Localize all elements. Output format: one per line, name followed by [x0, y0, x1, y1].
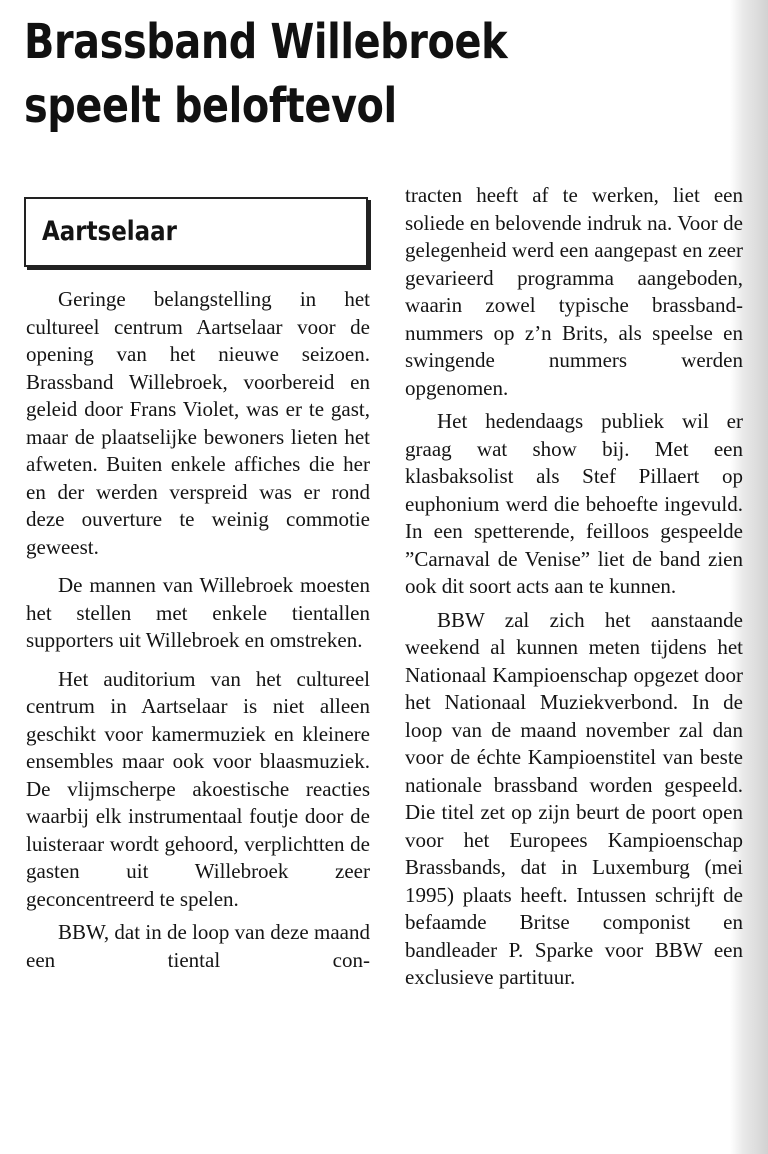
headline-line-2: speelt beloftevol [24, 78, 397, 134]
headline-line-1: Brassband Willebroek [24, 14, 508, 70]
article-paragraph-2: De mannen van Willebroek moesten het stellen met enkele tientallen supporters uit Willebroek en omstreken. [26, 573, 370, 652]
article-headline [24, 10, 507, 138]
article-column-right [405, 182, 743, 992]
dateline-box [24, 197, 368, 267]
article-paragraph-4-continued: tracten heeft af te werken, liet een soliede en belovende indruk na. Voor de gelegenheid werd een aangepast en zeer gevarieerd programma aangeboden, waarin zowel typische brassband-nummers op z’n Brits, als speelse en swingende nummers werden opgenomen. [405, 183, 743, 400]
article-paragraph-5: Het hedendaags publiek wil er graag wat show bij. Met een klasbaksolist als Stef Pillaert op euphonium werd die behoefte ingevuld. In een spetterende, feilloos gespeelde ”Carnaval de Venise” liet de band zien ook dit soort acts aan te kunnen. [405, 409, 743, 598]
article-paragraph-6: BBW zal zich het aanstaande weekend al kunnen meten tijdens het Nationaal Kampioenschap opgezet door het Nationaal Muziekverbond. In de loop van de maand november zal dan voor de échte Kampioenstitel van beste nationale brassband worden gespeeld. Die titel zet op zijn beurt de poort open voor het Europees Kampioenschap Brassbands, dat in Luxemburg (mei 1995) plaats heeft. Intussen schrijft de befaamde Britse componist en bandleader P. Sparke voor BBW een exclusieve partituur. [405, 607, 743, 989]
article-paragraph-4-start: BBW, dat in de loop van deze maand een tiental con- [26, 920, 370, 972]
article-paragraph-1: Geringe belangstelling in het cultureel centrum Aartselaar voor de opening van het nieuwe seizoen. Brassband Willebroek, voorbereid en geleid door Frans Violet, was er te gast, maar de plaatselijke bewoners lieten het afweten. Buiten enkele affiches die her en der werden verspreid was er rond deze ouverture te weinig commotie geweest. [26, 287, 370, 559]
article-column-left [26, 286, 370, 974]
dateline-label: Aartselaar [42, 216, 177, 247]
article-paragraph-3: Het auditorium van het cultureel centrum in Aartselaar is niet alleen geschikt voor kamermuziek en kleinere ensembles maar ook voor blaasmuziek. De vlijmscherpe akoestische reacties waarbij elk instrumentaal foutje door de luisteraar wordt gehoord, verplichtten de gasten uit Willebroek zeer geconcentreerd te spelen. [26, 666, 370, 911]
